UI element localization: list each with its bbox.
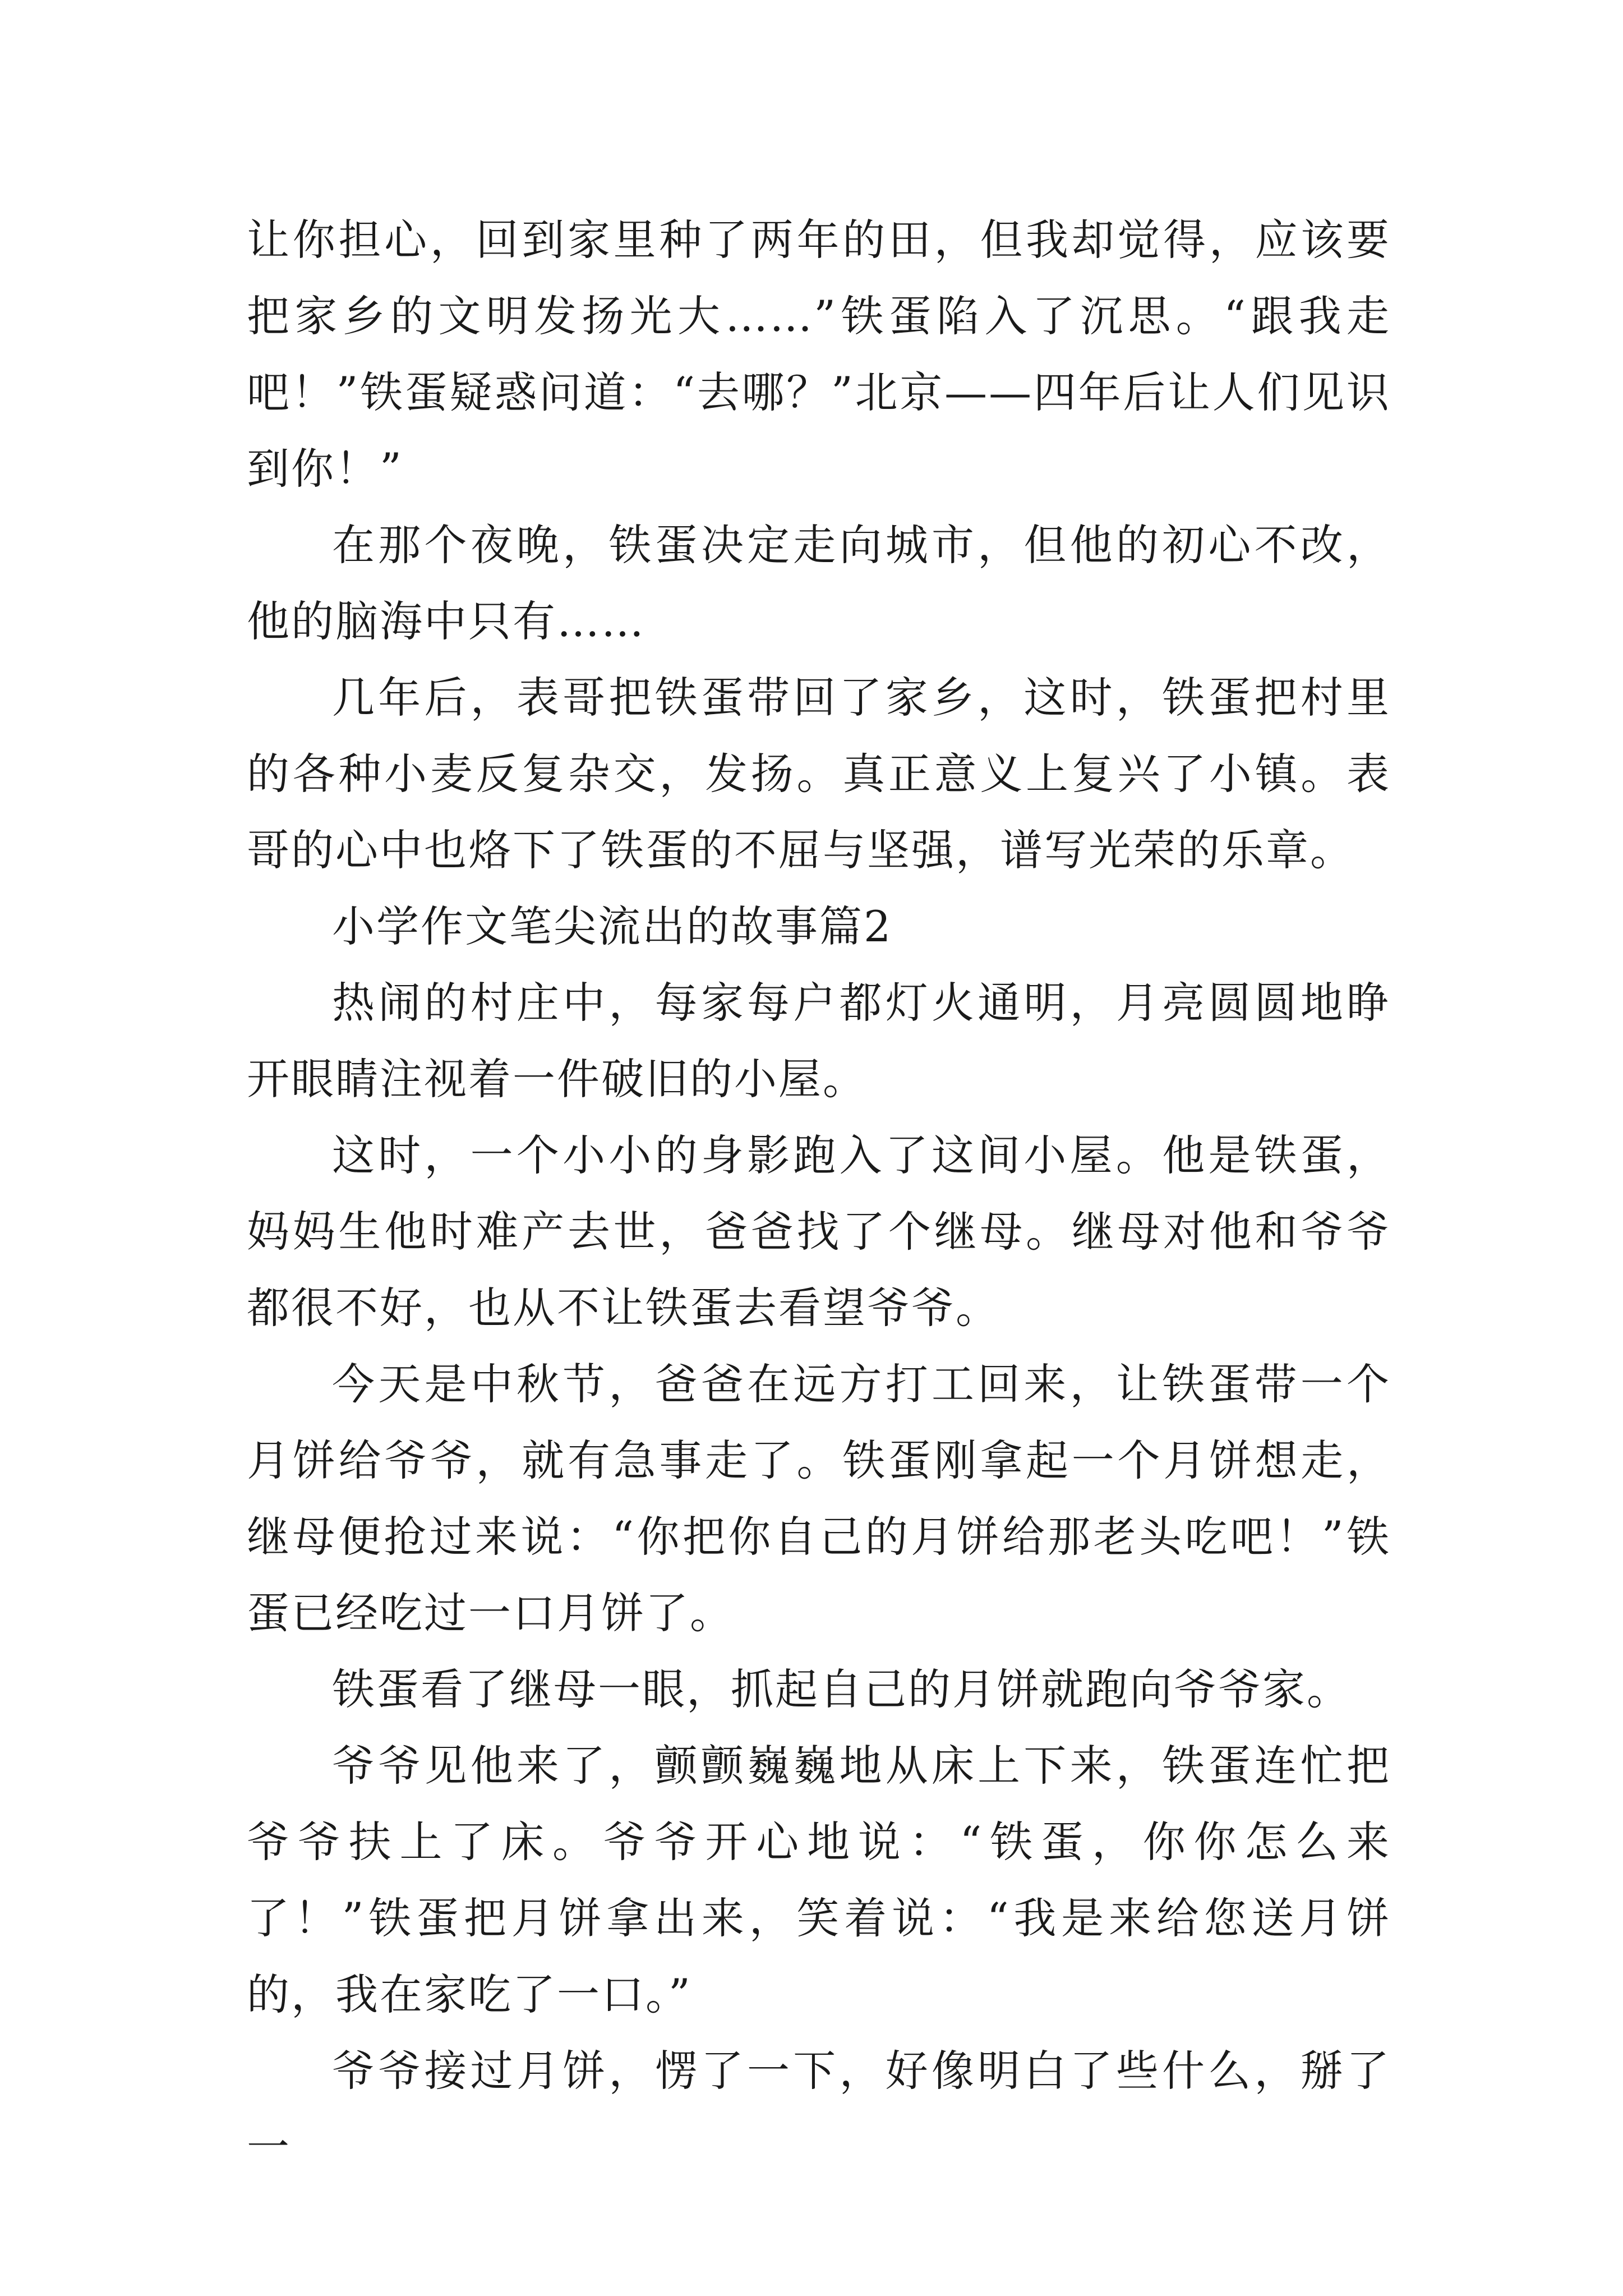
paragraph: 爷爷接过月饼，愣了一下，好像明白了些什么，掰了一 bbox=[247, 2046, 1391, 2172]
paragraph: 让你担心，回到家里种了两年的田，但我却觉得，应该要把家乡的文明发扬光大……”铁蛋陷入了沉思。“跟我走吧！”铁蛋疑惑问道：“去哪？”北京——四年后让人们见识到你！” bbox=[247, 215, 1391, 494]
paragraph: 今天是中秋节，爸爸在远方打工回来，让铁蛋带一个月饼给爷爷，就有急事走了。铁蛋刚拿起一个月饼想走，继母便抢过来说：“你把你自己的月饼给那老头吃吧！”铁蛋已经吃过一口月饼了。 bbox=[247, 1359, 1391, 1638]
paragraph: 爷爷见他来了，颤颤巍巍地从床上下来，铁蛋连忙把爷爷扶上了床。爷爷开心地说：“铁蛋，你你怎么来了！”铁蛋把月饼拿出来，笑着说：“我是来给您送月饼的，我在家吃了一口。” bbox=[247, 1741, 1391, 2019]
paragraph: 几年后，表哥把铁蛋带回了家乡，这时，铁蛋把村里的各种小麦反复杂交，发扬。真正意义上复兴了小镇。表哥的心中也烙下了铁蛋的不屈与坚强，谱写光荣的乐章。 bbox=[247, 673, 1391, 875]
section-title: 小学作文笔尖流出的故事篇2 bbox=[332, 901, 893, 951]
paragraph: 热闹的村庄中，每家每户都灯火通明，月亮圆圆地睁开眼睛注视着一件破旧的小屋。 bbox=[247, 978, 1391, 1104]
paragraph: 这时，一个小小的身影跑入了这间小屋。他是铁蛋，妈妈生他时难产去世，爸爸找了个继母。继母对他和爷爷都很不好，也从不让铁蛋去看望爷爷。 bbox=[247, 1130, 1391, 1333]
paragraph: 在那个夜晚，铁蛋决定走向城市，但他的初心不改，他的脑海中只有…… bbox=[247, 520, 1391, 646]
paragraph: 铁蛋看了继母一眼，抓起自己的月饼就跑向爷爷家。 bbox=[332, 1664, 1351, 1714]
article-body bbox=[247, 202, 1391, 2185]
